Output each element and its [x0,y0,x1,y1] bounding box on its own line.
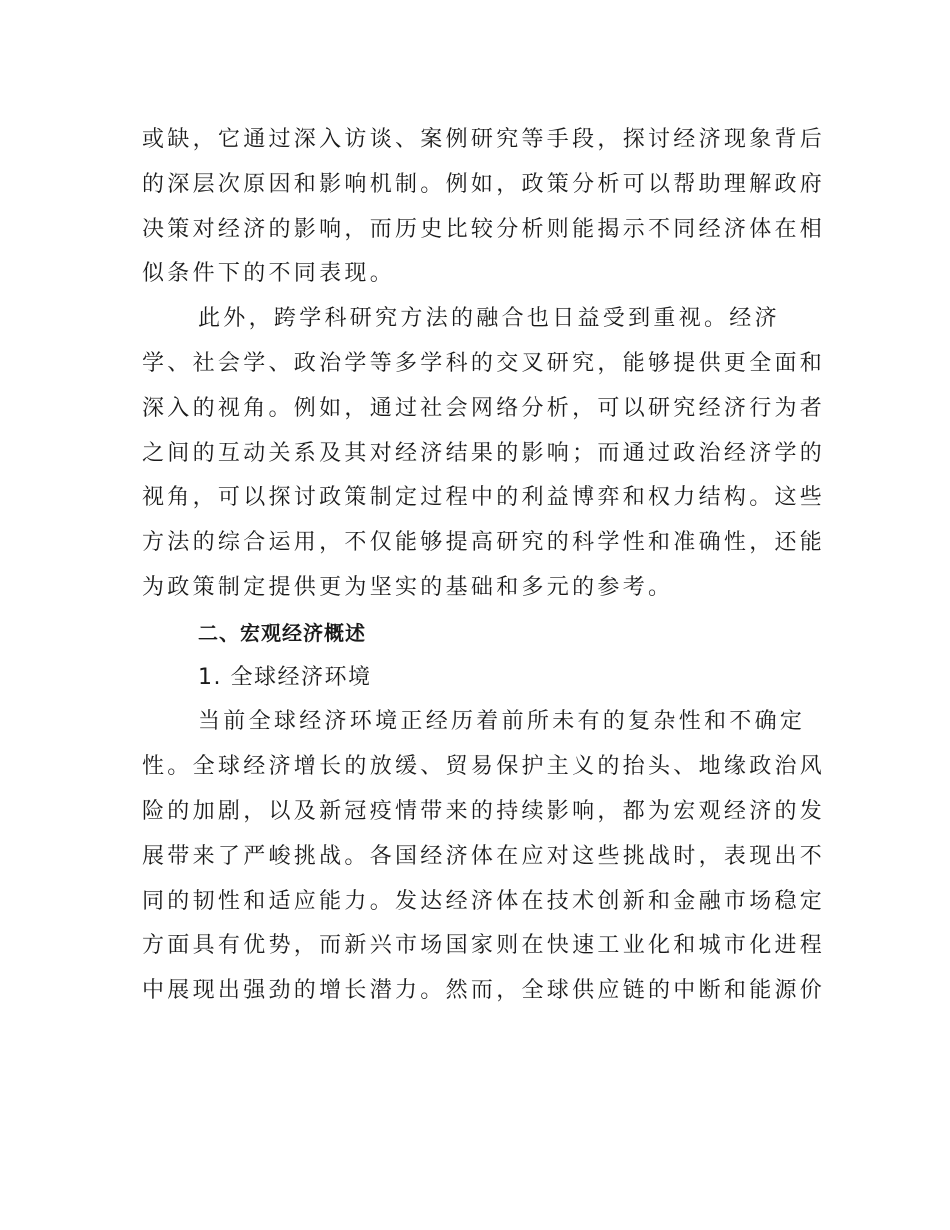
text-line: 性。全球经济增长的放缓、贸易保护主义的抬头、地缘政治风 [142,754,826,780]
text-line: 似条件下的不同表现。 [142,261,396,287]
text-line: 决策对经济的影响，而历史比较分析则能揭示不同经济体在相 [142,216,826,242]
text-line: 当前全球经济环境正经历着前所未有的复杂性和不确定 [198,709,806,735]
text-line: 展带来了严峻挑战。各国经济体在应对这些挑战时，表现出不 [142,843,826,869]
paragraph-2 [142,297,826,611]
section-heading: 二、宏观经济概述 [198,620,366,645]
text-line: 此外，跨学科研究方法的融合也日益受到重视。经济 [198,306,780,332]
text-line: 为政策制定提供更为坚实的基础和多元的参考。 [142,574,674,600]
paragraph-1 [142,118,826,297]
text-line: 方面具有优势，而新兴市场国家则在快速工业化和城市化进程 [142,933,826,959]
text-line: 视角，可以探讨政策制定过程中的利益博弈和权力结构。这些 [142,485,826,511]
text-line: 险的加剧，以及新冠疫情带来的持续影响，都为宏观经济的发 [142,798,826,824]
text-line: 方法的综合运用，不仅能够提高研究的科学性和准确性，还能 [142,530,826,556]
text-line: 深入的视角。例如，通过社会网络分析，可以研究经济行为者 [142,395,826,421]
text-line: 的深层次原因和影响机制。例如，政策分析可以帮助理解政府 [142,171,826,197]
text-line: 或缺，它通过深入访谈、案例研究等手段，探讨经济现象背后 [142,127,826,152]
text-line: 同的韧性和适应能力。发达经济体在技术创新和金融市场稳定 [142,888,826,914]
document-body [142,118,826,1014]
text-line: 学、社会学、政治学等多学科的交叉研究，能够提供更全面和 [142,350,826,376]
text-line: 之间的互动关系及其对经济结果的影响；而通过政治经济学的 [142,440,826,466]
text-line: 中展现出强劲的增长潜力。然而，全球供应链的中断和能源价 [142,978,826,1004]
subsection-heading: 1. 全球经济环境 [198,664,372,690]
paragraph-3 [142,700,826,1014]
